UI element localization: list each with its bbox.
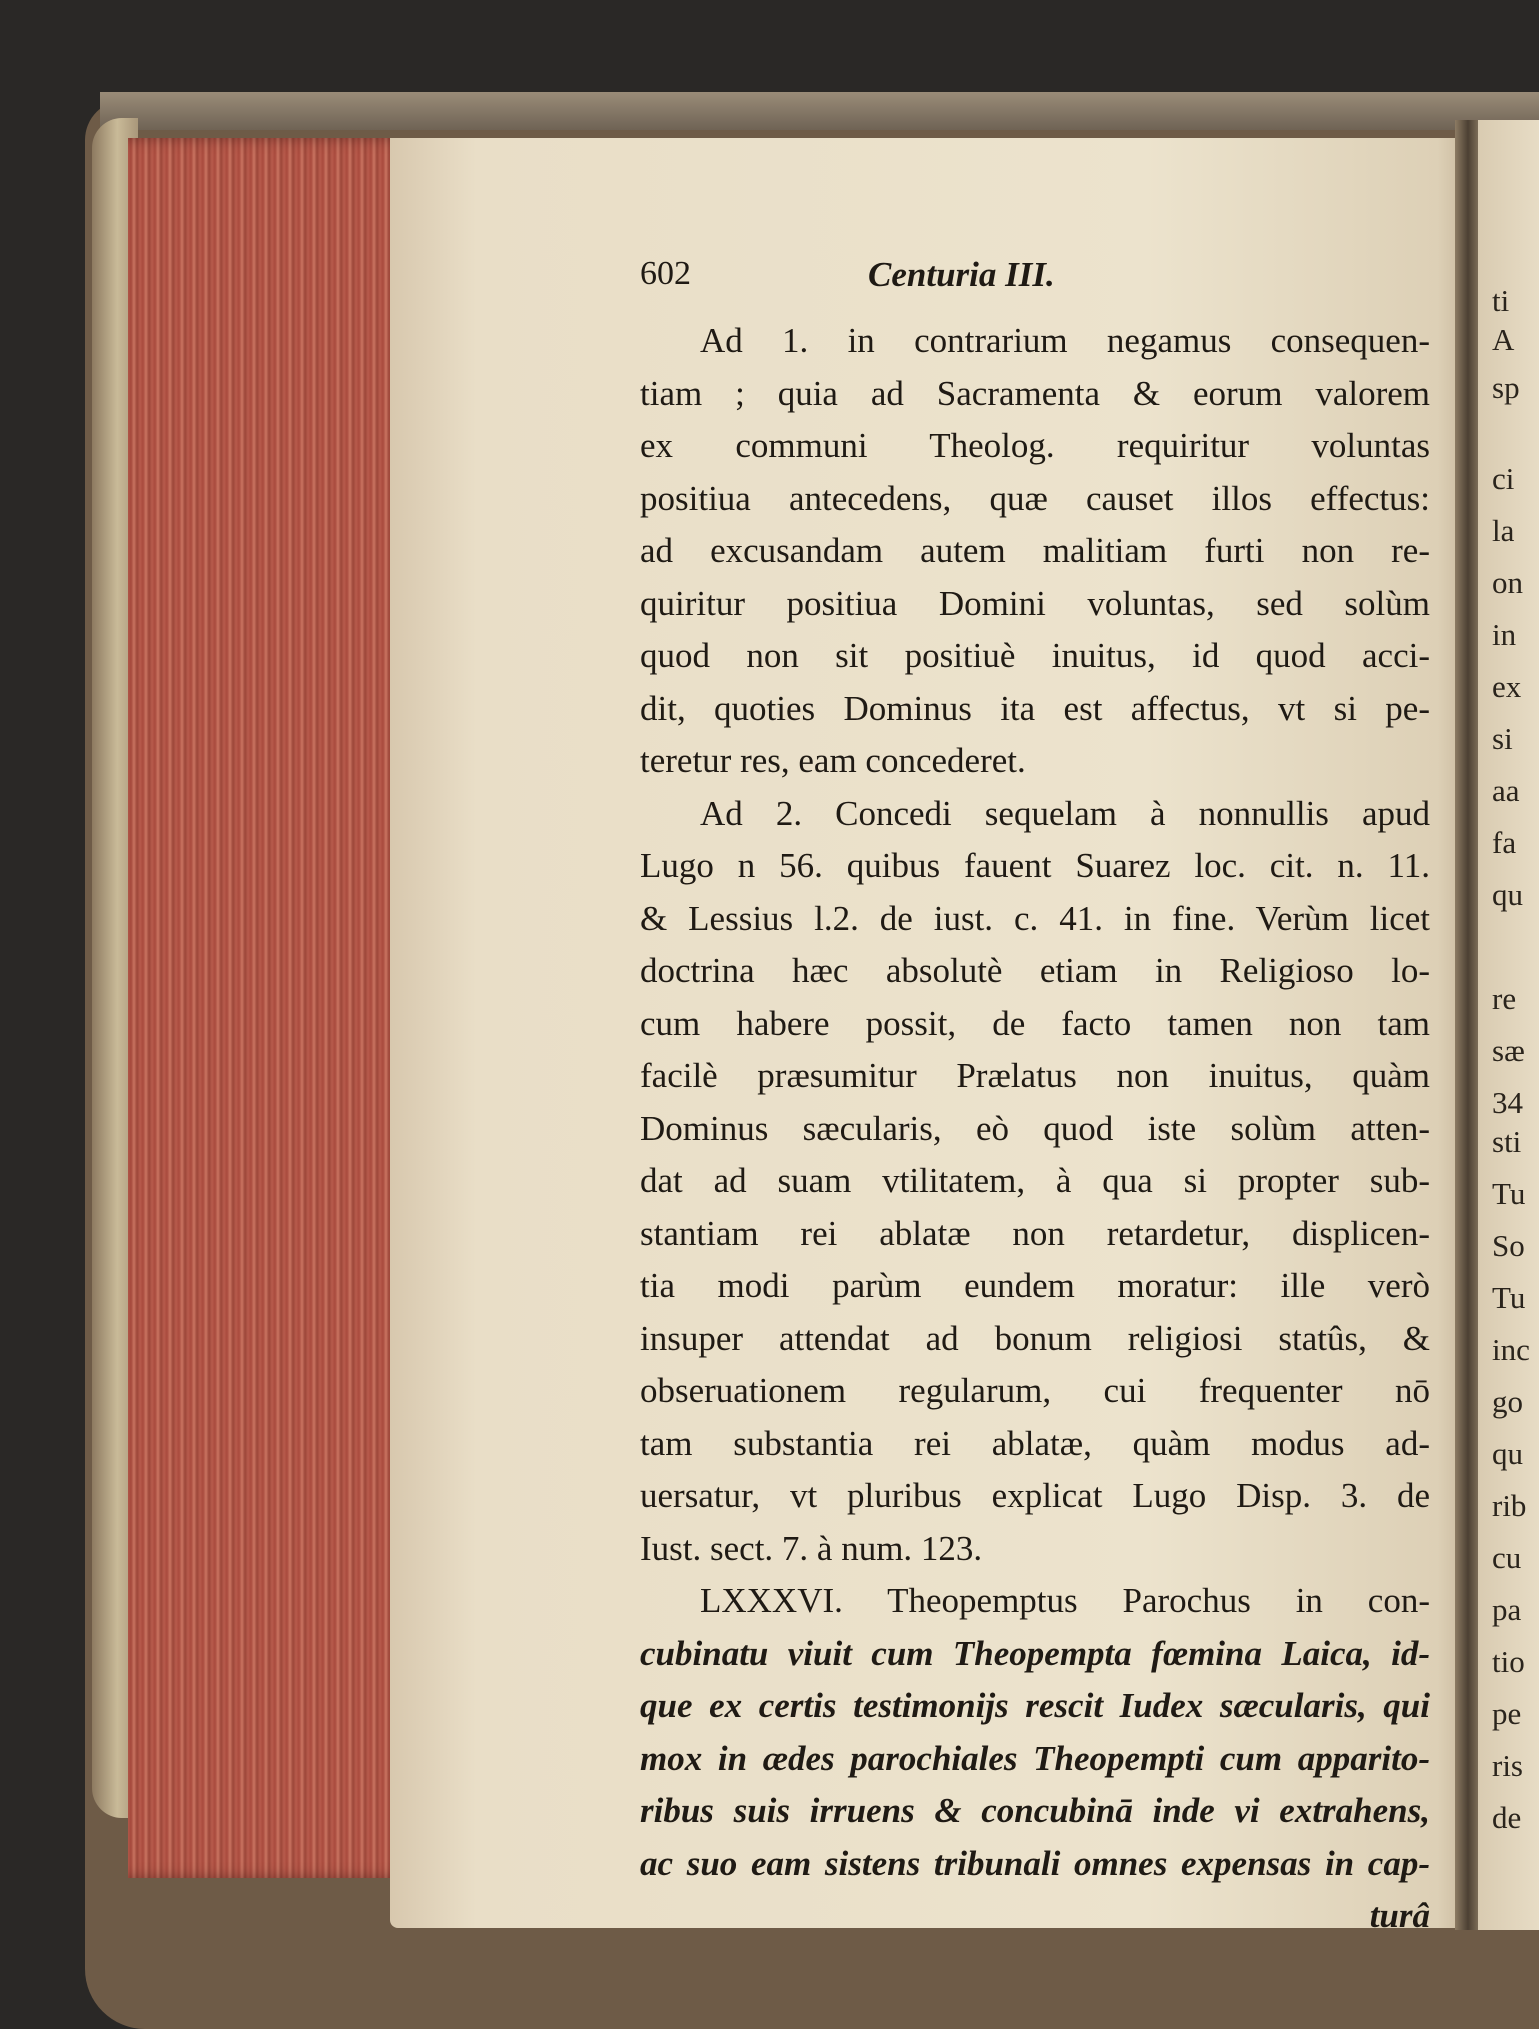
right-page-fragment: Tu [1492,1175,1526,1211]
text-line: LXXXVI. Theopemptus Parochus in con- [700,1581,1430,1620]
right-page-fragment: ris [1492,1747,1523,1783]
right-page-fragment: inc [1492,1331,1530,1367]
page-text [640,255,1430,1943]
text-line: teretur res, eam concederet. [640,741,1026,780]
right-page-fragment: ci [1492,460,1515,496]
text-line: doctrina hæc absolutè etiam in Religioso lo- [640,951,1430,990]
right-page-fragment: ex [1492,668,1522,704]
text-line: Iust. sect. 7. à num. 123. [640,1528,983,1568]
text-line: mox in ædes parochiales Theopempti cum apparito- [640,1738,1430,1778]
text-line: ex communi Theolog. requiritur voluntas [640,426,1430,465]
page-number: 602 [640,255,691,292]
page-header [640,255,1430,315]
right-page [1478,120,1539,1930]
right-page-fragment: on [1492,564,1523,600]
right-page-fragment: tio [1492,1643,1525,1679]
right-page-fragment: 34 [1492,1084,1523,1120]
right-page-fragment: go [1492,1383,1523,1419]
text-line: positiua antecedens, quæ causet illos effectus: [640,478,1430,518]
text-line: cum habere possit, de facto tamen non tam [640,1003,1430,1043]
text-line: ad excusandam autem malitiam furti non re- [640,531,1430,570]
right-page-fragment: fa [1492,824,1517,860]
text-line: dit, quoties Dominus ita est affectus, vt si pe- [640,688,1430,728]
right-page-fragment: pa [1492,1591,1522,1627]
right-page-fragment: la [1492,512,1515,548]
text-line: Dominus sæcularis, eò quod iste solùm atten- [640,1108,1430,1148]
right-page-fragment: sti [1492,1123,1522,1159]
text-line: tia modi parùm eundem moratur: ille verò [640,1266,1430,1305]
text-line: uersatur, vt pluribus explicat Lugo Disp. 3. de [640,1476,1430,1515]
right-page-fragment: qu [1492,1435,1523,1471]
body-text [640,315,1430,1943]
right-page-fragment: in [1492,616,1517,652]
text-line: dat ad suam vtilitatem, à qua si propter sub- [640,1161,1430,1200]
right-page-fragment: pe [1492,1695,1522,1731]
text-line: quod non sit positiuè inuitus, id quod acci- [640,636,1430,675]
text-line: cubinatu viuit cum Theopempta fœmina Laica, id- [640,1633,1430,1673]
right-page-fragment: sp [1492,369,1520,405]
text-line: facilè præsumitur Prælatus non inuitus, quàm [640,1056,1430,1095]
right-page-fragment: de [1492,1799,1522,1835]
text-line: que ex certis testimonijs rescit Iudex sæcularis, qui [640,1686,1430,1725]
right-page-fragment: A [1492,321,1515,357]
right-page-fragment: ti [1492,282,1510,318]
right-page-fragment: re [1492,980,1517,1016]
right-page-fragment: cu [1492,1539,1522,1575]
page-edges [128,138,414,1878]
right-page-fragment: aa [1492,772,1520,808]
right-page-fragment: qu [1492,876,1523,912]
text-line: insuper attendat ad bonum religiosi statûs, & [640,1318,1430,1358]
right-page-fragment: So [1492,1227,1525,1263]
right-page-fragment: Tu [1492,1279,1526,1315]
text-line: ribus suis irruens & concubinā inde vi extrahens, [640,1791,1430,1830]
right-page-fragment: rib [1492,1487,1527,1523]
text-line: Ad 1. in contrarium negamus consequen- [700,321,1430,360]
right-page-fragment: si [1492,720,1513,756]
text-line: & Lessius l.2. de iust. c. 41. in fine. Verùm licet [640,898,1430,938]
text-line: tam substantia rei ablatæ, quàm modus ad- [640,1423,1430,1463]
text-line: turâ [1369,1896,1430,1935]
right-page-fragment: sæ [1492,1032,1525,1068]
running-head: Centuria III. [868,255,1055,294]
text-line: ac suo eam sistens tribunali omnes expensas in cap- [640,1843,1430,1883]
text-line: obseruationem regularum, cui frequenter nō [640,1371,1430,1410]
text-line: tiam ; quia ad Sacramenta & eorum valorem [640,373,1430,413]
text-line: quiritur positiua Domini voluntas, sed solùm [640,583,1430,623]
text-line: stantiam rei ablatæ non retardetur, displicen- [640,1213,1430,1253]
book-top-edge [100,92,1539,130]
text-line: Lugo n 56. quibus fauent Suarez loc. cit. n. 11. [640,846,1430,885]
text-line: Ad 2. Concedi sequelam à nonnullis apud [700,793,1430,833]
